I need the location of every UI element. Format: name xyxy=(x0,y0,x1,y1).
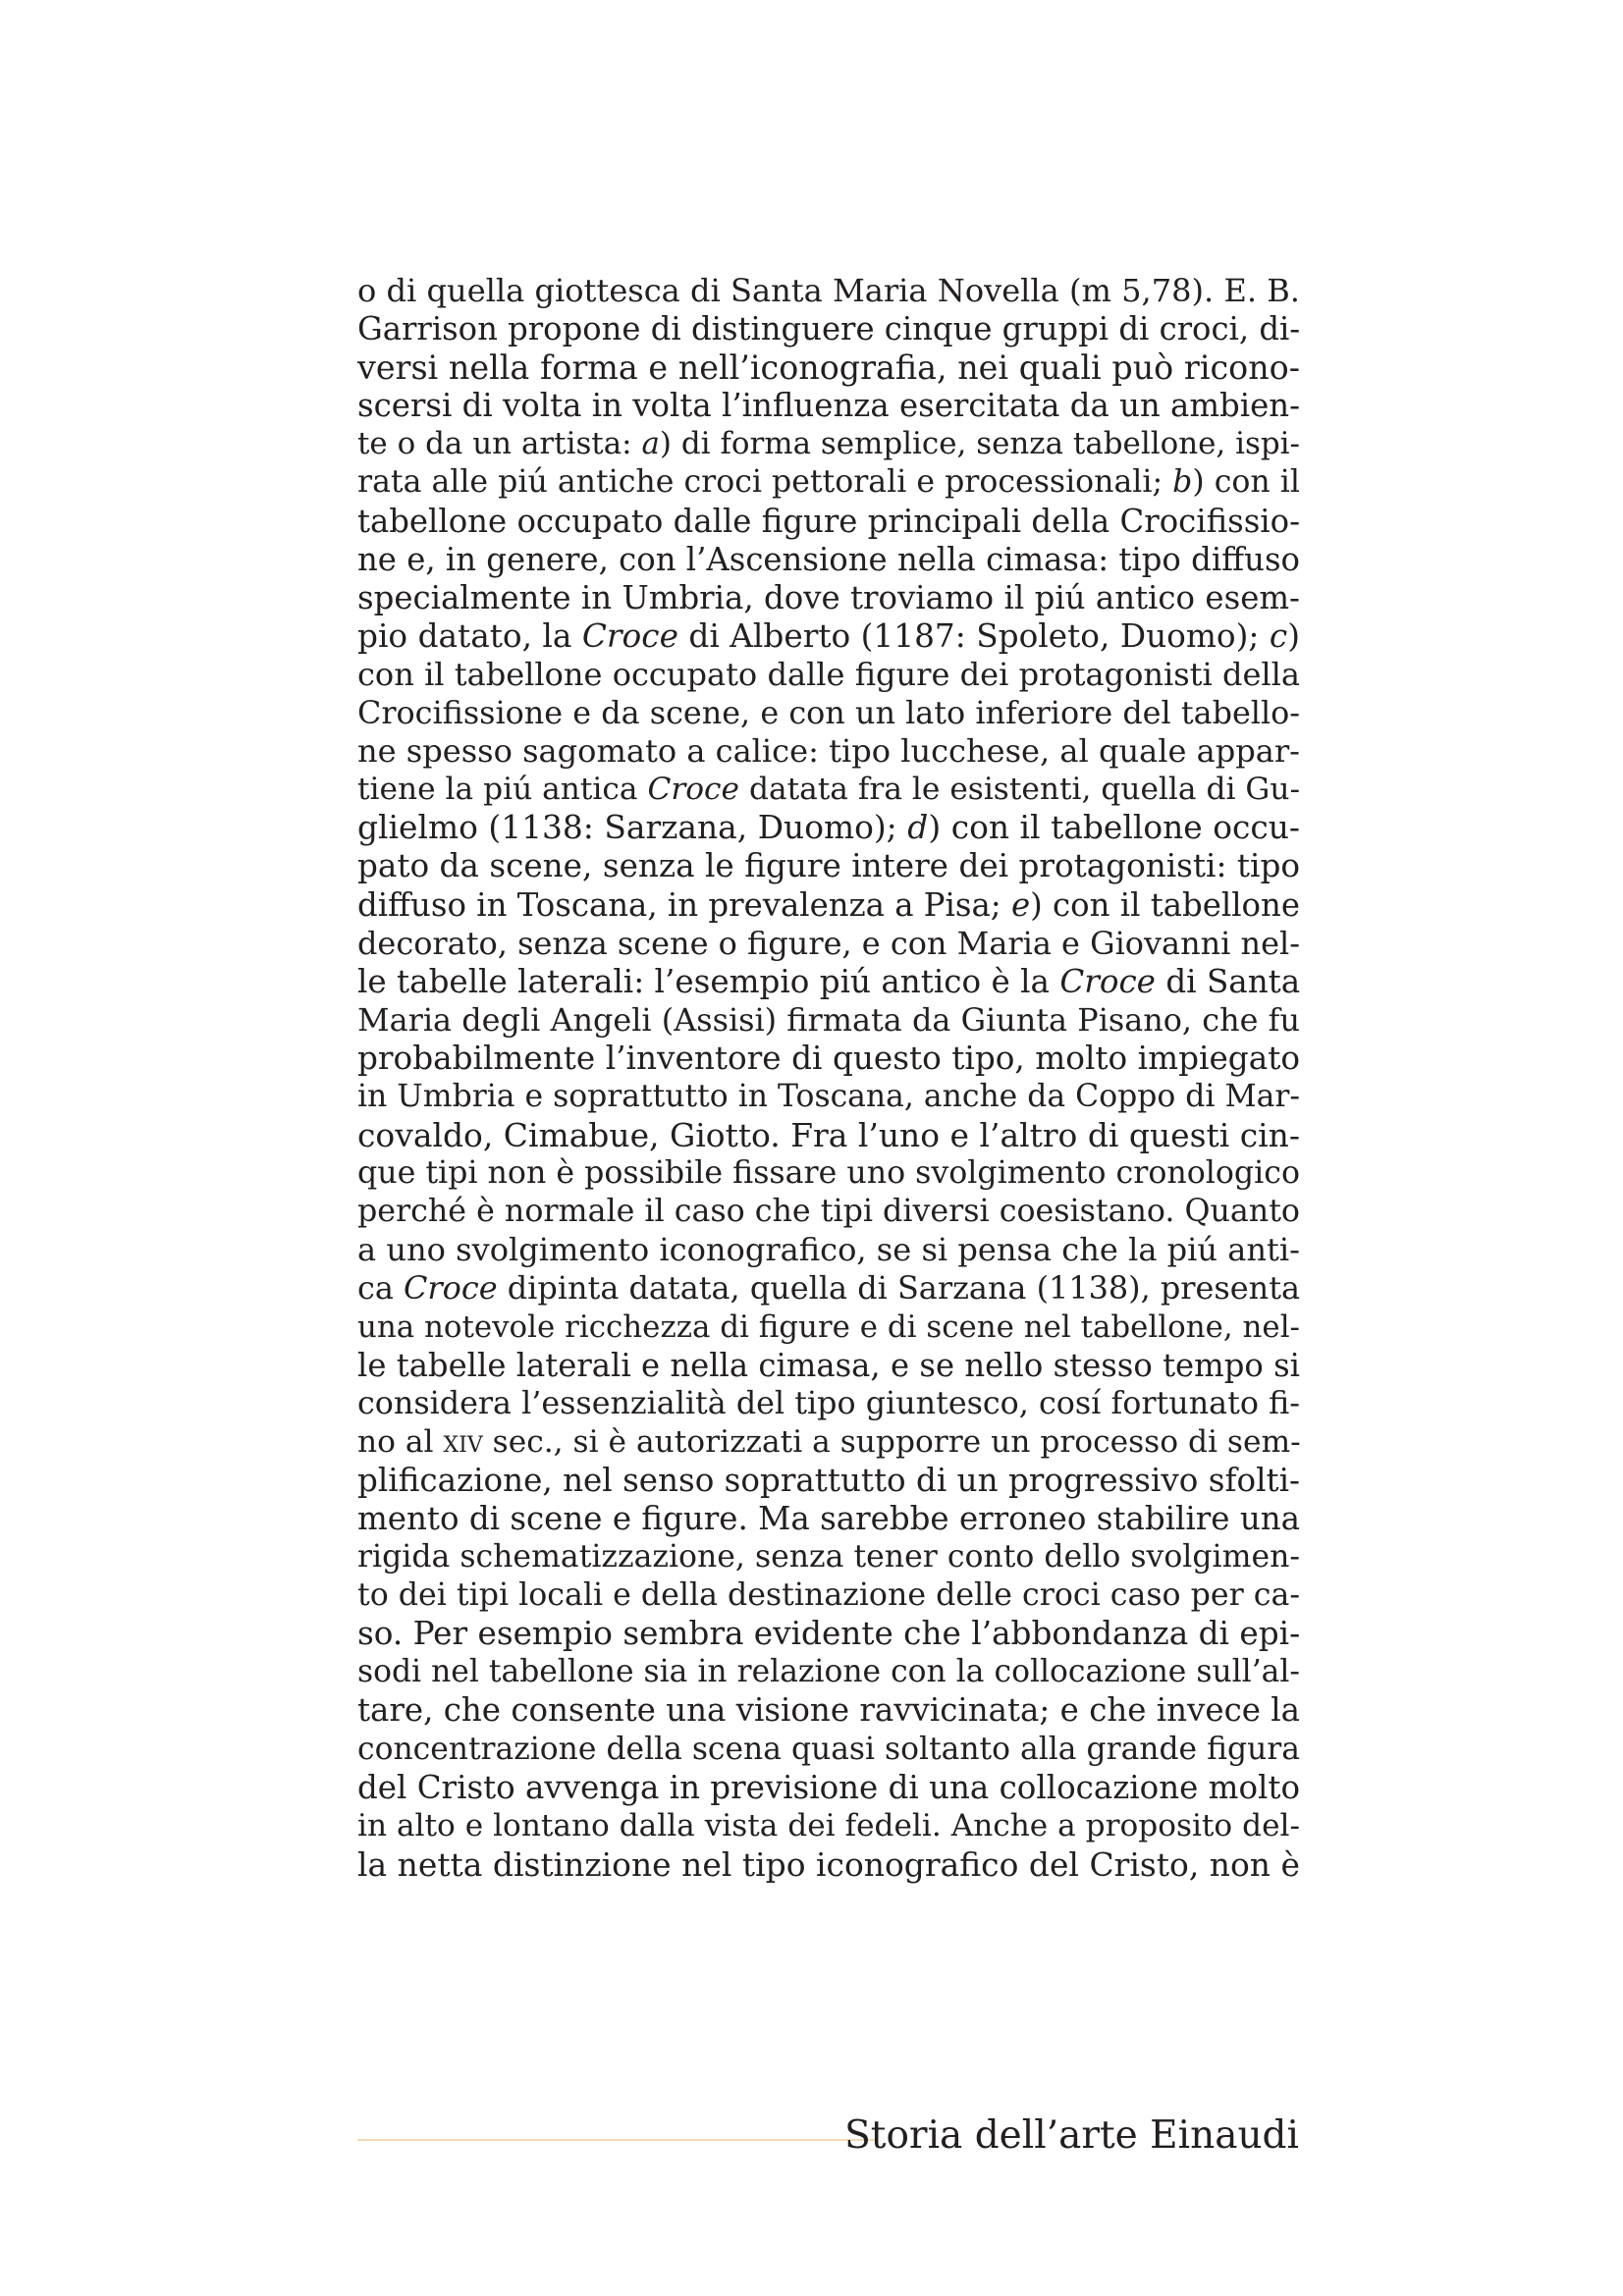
text-line xyxy=(357,809,1300,847)
text-segment: di Santa xyxy=(1155,962,1301,1000)
text-segment: in alto e lontano dalla vista dei fedeli. Anche a proposito del- xyxy=(357,1807,1300,1843)
text-line xyxy=(357,617,1300,656)
italic-text: d xyxy=(907,809,929,847)
text-line xyxy=(357,771,1300,809)
text-line xyxy=(357,1845,1300,1884)
text-line xyxy=(357,348,1300,387)
text-segment: que tipi non è possibile fissare uno svolgimento cronologico xyxy=(357,1155,1300,1192)
body-text xyxy=(357,272,1300,1884)
text-line xyxy=(357,1040,1300,1078)
text-line xyxy=(357,1193,1300,1231)
text-segment: dipinta datata, quella di Sarzana (1138), presenta xyxy=(497,1269,1301,1308)
text-segment: del Cristo avvenga in previsione di una collocazione molto xyxy=(357,1768,1300,1806)
text-segment: ) con il tabellone xyxy=(1030,885,1301,924)
text-segment: ) xyxy=(1287,616,1300,655)
text-line xyxy=(357,1385,1300,1423)
italic-text: a xyxy=(641,426,660,462)
text-line xyxy=(357,1576,1300,1615)
text-segment: Maria degli Angeli (Assisi) firmata da Giunta Pisano, che fu xyxy=(357,1000,1300,1039)
footer-title: Storia dell’arte Einaudi xyxy=(844,2113,1299,2158)
text-segment: te o da un artista: xyxy=(357,426,642,462)
text-segment: rata alle piú antiche croci pettorali e processionali; xyxy=(357,464,1173,501)
text-segment: plificazione, nel senso soprattutto di un progressivo sfolti- xyxy=(357,1461,1300,1499)
text-line xyxy=(357,656,1300,694)
text-line xyxy=(357,732,1300,771)
text-segment: tabellone occupato dalle figure principali della Crocifissio- xyxy=(357,502,1300,540)
text-segment: una notevole ricchezza di figure e di scene nel tabellone, nel- xyxy=(357,1308,1300,1345)
text-line xyxy=(357,503,1300,541)
text-segment: concentrazione della scena quasi soltanto alla grande figura xyxy=(357,1731,1300,1767)
text-line xyxy=(357,1807,1300,1845)
text-segment: di Alberto (1187: Spoleto, Duomo); xyxy=(677,616,1270,655)
text-segment: con il tabellone occupato dalle figure dei protagonisti della xyxy=(357,655,1300,693)
text-segment: ) con il xyxy=(1192,464,1300,501)
italic-text: Croce xyxy=(1059,962,1156,1000)
text-segment: o di quella giottesca di Santa Maria Novella (m 5,78). E. B. xyxy=(357,272,1300,309)
text-segment: scersi di volta in volta l’influenza esercitata da un ambien- xyxy=(357,387,1301,425)
text-line xyxy=(357,425,1300,463)
text-segment: le tabelle laterali e nella cimasa, e se nello stesso tempo si xyxy=(357,1346,1300,1384)
text-line xyxy=(357,963,1300,1001)
text-segment: diffuso in Toscana, in prevalenza a Pisa; xyxy=(357,885,1011,924)
text-segment: versi nella forma e nell’iconografia, nei quali può ricono- xyxy=(357,348,1300,388)
text-line xyxy=(357,1423,1300,1462)
text-segment: ) con il tabellone occu- xyxy=(928,809,1301,847)
text-segment: probabilmente l’inventore di questo tipo, molto impiegato xyxy=(357,1039,1300,1077)
text-segment: so. Per esempio sembra evidente che l’abbondanza di epi- xyxy=(357,1615,1301,1653)
text-line xyxy=(357,272,1300,310)
text-line xyxy=(357,1308,1300,1347)
text-line xyxy=(357,694,1300,732)
text-line xyxy=(357,463,1300,502)
text-segment: la netta distinzione nel tipo iconografico del Cristo, non è xyxy=(357,1844,1300,1884)
text-segment: datata fra le esistenti, quella di Gu- xyxy=(739,772,1300,808)
text-line xyxy=(357,579,1300,617)
italic-text: e xyxy=(1010,885,1031,924)
text-line xyxy=(357,1500,1300,1538)
text-segment: ) di forma semplice, senza tabellone, ispi- xyxy=(659,426,1300,462)
small-caps-text: xiv xyxy=(443,1423,483,1460)
text-segment: specialmente in Umbria, dove troviamo il piú antico esem- xyxy=(357,578,1300,616)
text-line xyxy=(357,1231,1300,1269)
text-line xyxy=(357,1538,1300,1576)
text-segment: le tabelle laterali: l’esempio piú antico è la xyxy=(357,962,1060,1000)
text-segment: tiene la piú antica xyxy=(357,772,648,808)
text-segment: to dei tipi locali e della destinazione delle croci caso per ca- xyxy=(357,1577,1300,1614)
text-line xyxy=(357,1691,1300,1730)
text-segment: Crocifissione e da scene, e con un lato inferiore del tabello- xyxy=(357,694,1300,732)
text-segment: perché è normale il caso che tipi diversi coesistano. Quanto xyxy=(357,1194,1300,1230)
text-segment: a uno svolgimento iconografico, se si pensa che la piú anti- xyxy=(357,1231,1300,1269)
text-line xyxy=(357,925,1300,963)
text-segment: covaldo, Cimabue, Giotto. Fra l’uno e l’altro di questi cin- xyxy=(357,1116,1300,1155)
text-segment: pato da scene, senza le figure intere dei protagonisti: tipo xyxy=(357,847,1300,885)
text-line xyxy=(357,1615,1300,1653)
text-line xyxy=(357,1347,1300,1385)
text-segment: tare, che consente una visione ravvicinata; e che invece la xyxy=(357,1691,1300,1730)
text-segment: decorato, senza scene o figure, e con Maria e Giovanni nel- xyxy=(357,924,1300,962)
text-line xyxy=(357,1653,1300,1691)
italic-text: b xyxy=(1172,464,1193,501)
text-segment: Garrison propone di distinguere cinque gruppi di croci, di- xyxy=(357,310,1301,348)
text-segment: ne e, in genere, con l’Ascensione nella cimasa: tipo diffuso xyxy=(357,540,1300,578)
text-line xyxy=(357,1769,1300,1807)
text-segment: sodi nel tabellone sia in relazione con la collocazione sull’al- xyxy=(357,1654,1300,1690)
text-line xyxy=(357,310,1300,348)
text-line xyxy=(357,1116,1300,1154)
text-line xyxy=(357,1731,1300,1769)
text-segment: in Umbria e soprattutto in Toscana, anche da Coppo di Mar- xyxy=(357,1078,1300,1114)
text-line xyxy=(357,1078,1300,1116)
italic-text: Croce xyxy=(647,772,740,808)
text-line xyxy=(357,886,1300,925)
text-segment: ca xyxy=(357,1269,405,1308)
text-segment: considera l’essenzialità del tipo giuntesco, cosí fortunato fi- xyxy=(357,1385,1300,1421)
text-segment: sec., si è autorizzati a supporre un processo di sem- xyxy=(482,1423,1301,1460)
text-segment: ne spesso sagomato a calice: tipo lucchese, al quale appar- xyxy=(357,732,1300,771)
text-line xyxy=(357,1001,1300,1040)
text-line xyxy=(357,1462,1300,1500)
footer-rule xyxy=(357,2139,878,2141)
text-segment: no al xyxy=(357,1423,444,1460)
text-segment: glielmo (1138: Sarzana, Duomo); xyxy=(357,809,908,847)
text-line xyxy=(357,541,1300,579)
italic-text: Croce xyxy=(404,1269,498,1308)
italic-text: c xyxy=(1269,616,1288,655)
text-segment: rigida schematizzazione, senza tener conto dello svolgimen- xyxy=(357,1539,1300,1575)
text-line xyxy=(357,1154,1300,1193)
text-line xyxy=(357,1269,1300,1308)
text-line xyxy=(357,387,1300,425)
text-segment: pio datato, la xyxy=(357,616,582,655)
text-line xyxy=(357,847,1300,885)
italic-text: Croce xyxy=(581,616,678,655)
text-segment: mento di scene e figure. Ma sarebbe erroneo stabilire una xyxy=(357,1500,1300,1537)
